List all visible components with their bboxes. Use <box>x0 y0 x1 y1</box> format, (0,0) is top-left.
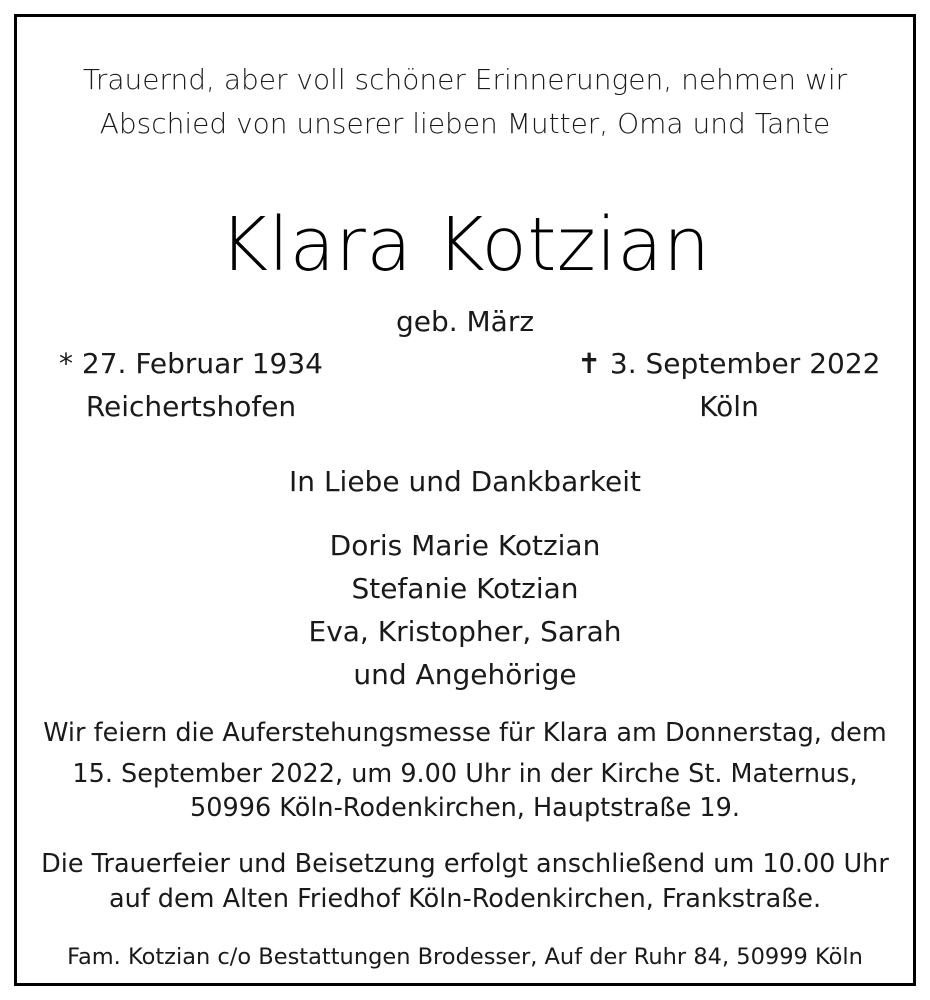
death-date: ✝ 3. September 2022 <box>577 347 881 380</box>
birth-date: * 27. Februar 1934 <box>59 347 323 380</box>
dedication: In Liebe und Dankbarkeit <box>289 465 641 498</box>
mourner-1: Doris Marie Kotzian <box>329 529 601 562</box>
mourner-2: Stefanie Kotzian <box>351 572 579 605</box>
maiden-name: geb. März <box>395 305 535 338</box>
mass-line-2: 15. September 2022, um 9.00 Uhr in der Kirche St. Maternus, <box>72 759 858 789</box>
mourner-4: und Angehörige <box>353 658 577 691</box>
intro-line-1: Trauernd, aber voll schöner Erinnerungen, nehmen wir <box>82 63 848 96</box>
mass-line-3: 50996 Köln-Rodenkirchen, Hauptstraße 19. <box>190 793 740 823</box>
birth-place: Reichertshofen <box>85 390 297 423</box>
intro-line-2: Abschied von unserer lieben Mutter, Oma und Tante <box>99 107 831 140</box>
funeral-line-2: auf dem Alten Friedhof Köln-Rodenkirchen, Frankstraße. <box>108 884 822 914</box>
mourner-3: Eva, Kristopher, Sarah <box>308 615 622 648</box>
death-place: Köln <box>699 390 759 423</box>
deceased-name: Klara Kotzian <box>219 202 711 288</box>
obituary-notice <box>14 14 916 986</box>
funeral-line-1: Die Trauerfeier und Beisetzung erfolgt anschließend um 10.00 Uhr <box>41 849 889 879</box>
contact-line: Fam. Kotzian c/o Bestattungen Brodesser, Auf der Ruhr 84, 50999 Köln <box>67 944 863 970</box>
mass-line-1: Wir feiern die Auferstehungsmesse für Klara am Donnerstag, dem <box>43 718 887 748</box>
